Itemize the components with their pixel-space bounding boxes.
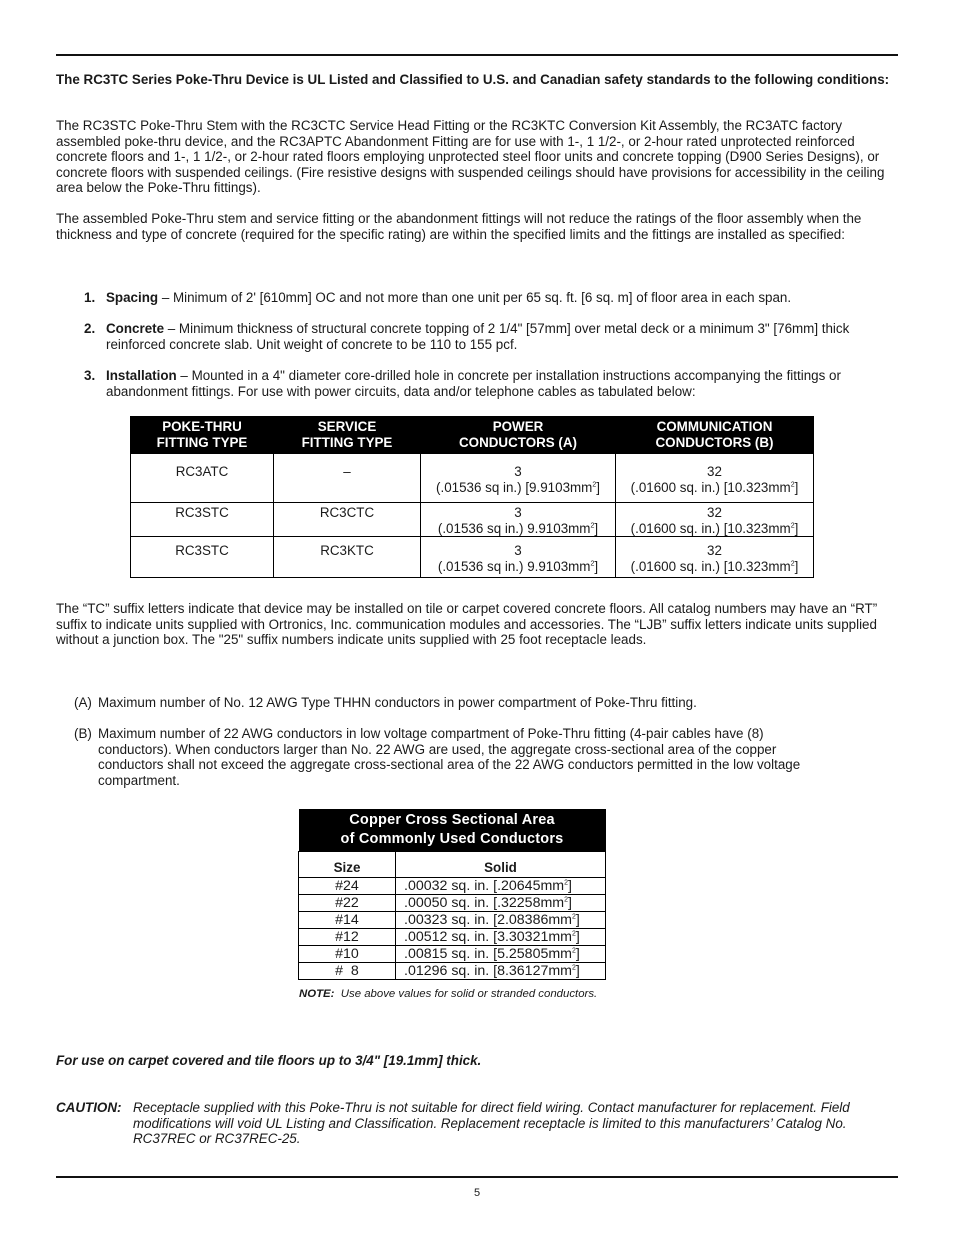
caution-label: CAUTION: (56, 1100, 122, 1115)
paragraph-assembly: The assembled Poke-Thru stem and service fitting or the abandonment fittings will not reduce the ratings of the floor assembly when the thickness and type of concrete (required for the specific rating) are within the specified limits and the fittings are installed as specified: (56, 211, 862, 242)
table-row (131, 503, 814, 537)
list-text: – Minimum thickness of structural concrete topping of 2 1/4" [57mm] over metal deck or a minimum 3" [76mm] thick reinforced concrete slab. Unit weight of concrete to be 110 to 155 pcf. (106, 321, 850, 352)
table-row: #24 .00032 sq. in. $[.20645mm^2]$ (299, 878, 606, 895)
list-text: – Mounted in a 4" diameter core-drilled hole in concrete per installation instructions accompanying the fittings or abandonment fittings. For use with power circuits, data and/or telephone cables as tabulated below: (106, 368, 841, 399)
paragraph-suffixes: The “TC” suffix letters indicate that device may be installed on tile or carpet covered concrete floors. All catalog numbers may have an “RT” suffix to indicate units supplied with Ortronics, Inc. communication modules and accessories. The “LJB” suffix letters indicate units supplied without a junction box. The "25" suffix numbers indicate units supplied with 25 foot receptacle leads. (56, 601, 878, 648)
table-row: #22 .00050 sq. in. $[.32258mm^2]$ (299, 895, 606, 912)
table-row: #10 .00815 sq. in. $[5.25805mm^2]$ (299, 946, 606, 963)
fitting-conductor-table (130, 416, 814, 578)
table-row: #12 .00512 sq. in. $[3.30321mm^2]$ (299, 929, 606, 946)
note-text: Maximum number of No. 12 AWG Type THHN conductors in power compartment of Poke-Thru fitting. (98, 695, 697, 710)
cell-comm: 32 (.01600 sq. in.) $[10.323mm^2]$ (616, 454, 814, 503)
list-text: – Minimum of 2' [610mm] OC and not more than one unit per 65 sq. ft. [6 sq. m] of floor area in each span. (158, 290, 792, 305)
table-row (131, 537, 814, 578)
note-a (74, 695, 814, 711)
page-number: 5 (473, 1187, 481, 1199)
list-item-concrete (84, 321, 884, 352)
caution-text: Receptacle supplied with this Poke-Thru is not suitable for direct field wiring. Contact manufacturer for replacement. Field modifications will void UL Listing and Classification. Replacement receptacle is limited to this manufacturers’ Catalog No. RC37REC or RC37REC-25. (133, 1100, 850, 1147)
section-heading: The RC3TC Series Poke-Thru Device is UL Listed and Classified to U.S. and Canadian safety standards to the following conditions: (56, 72, 890, 87)
cell-service: RC3CTC (274, 503, 421, 537)
list-item-installation (84, 368, 884, 399)
note-text: Use above values for solid or stranded conductors. (334, 988, 598, 1000)
top-rule (56, 54, 898, 56)
cell-poke: RC3STC (131, 537, 274, 578)
list-item-spacing (84, 290, 884, 306)
header-power: POWER CONDUCTORS (A) (421, 417, 616, 454)
bottom-rule (56, 1176, 898, 1178)
copper-table-title: Copper Cross Sectional Area of Commonly Used Conductors (299, 809, 606, 852)
cell-service: RC3KTC (274, 537, 421, 578)
caution-block (56, 1100, 898, 1147)
paragraph-ratings: The RC3STC Poke-Thru Stem with the RC3CTC Service Head Fitting or the RC3KTC Conversion Kit Assembly, the RC3ATC factory assembled poke-thru device, and the RC3APTC Abandonment Fitting are for use with 1-, 1 1/2-, or 2-hour rated unprotected reinforced concrete floors and 1-, 1 1/2-, or 2-hour rated floors employing unprotected steel floor units and concrete topping (D900 Series Designs), or concrete floors with suspended ceilings. (Fire resistive designs with suspended ceilings should have provisions for accessibility in the ceiling area below the Poke-Thru fittings). (56, 118, 885, 196)
cell-power: 3 (.01536 sq in.) $[9.9103mm^2]$ (421, 454, 616, 503)
header-poke-thru: POKE-THRU FITTING TYPE (131, 417, 274, 454)
header-communication: COMMUNICATION CONDUCTORS (B) (616, 417, 814, 454)
note-label: (B) (74, 726, 92, 741)
copper-table-note (299, 988, 597, 1000)
note-text: Maximum number of 22 AWG conductors in low voltage compartment of Poke-Thru fitting (4-pair cables have (8) conductors). When conductors larger than No. 22 AWG are used, the aggregate cross-sectional area of the copper conductors shall not exceed the aggregate cross-sectional area of the 22 AWG conductors permitted in the low voltage compartment. (98, 726, 801, 788)
list-number: 1. (84, 290, 96, 305)
list-number: 3. (84, 368, 96, 383)
cell-power: 3 (.01536 sq in.) $9.9103mm^2$] (421, 503, 616, 537)
note-label: NOTE: (299, 988, 335, 1000)
table-row: # 8 .01296 sq. in. $[8.36127mm^2]$ (299, 963, 606, 980)
list-term: Spacing (106, 290, 159, 305)
table-row (131, 454, 814, 503)
list-term: Installation (106, 368, 177, 383)
header-service: SERVICE FITTING TYPE (274, 417, 421, 454)
cell-poke: RC3STC (131, 503, 274, 537)
cell-service: – (274, 454, 421, 503)
header-size: Size (299, 852, 396, 878)
copper-area-table (298, 809, 606, 980)
cell-comm: 32 (.01600 sq. in.) $[10.323mm^2]$ (616, 503, 814, 537)
note-label: (A) (74, 695, 92, 710)
note-b (74, 726, 814, 788)
header-solid: Solid (396, 852, 606, 878)
carpet-note: For use on carpet covered and tile floors up to 3/4" [19.1mm] thick. (56, 1053, 482, 1068)
list-number: 2. (84, 321, 96, 336)
cell-power: 3 (.01536 sq in.) $9.9103mm^2$] (421, 537, 616, 578)
table-row: #14 .00323 sq. in. $[2.08386mm^2]$ (299, 912, 606, 929)
list-term: Concrete (106, 321, 165, 336)
cell-comm: 32 (.01600 sq. in.) $[10.323mm^2]$ (616, 537, 814, 578)
cell-poke: RC3ATC (131, 454, 274, 503)
